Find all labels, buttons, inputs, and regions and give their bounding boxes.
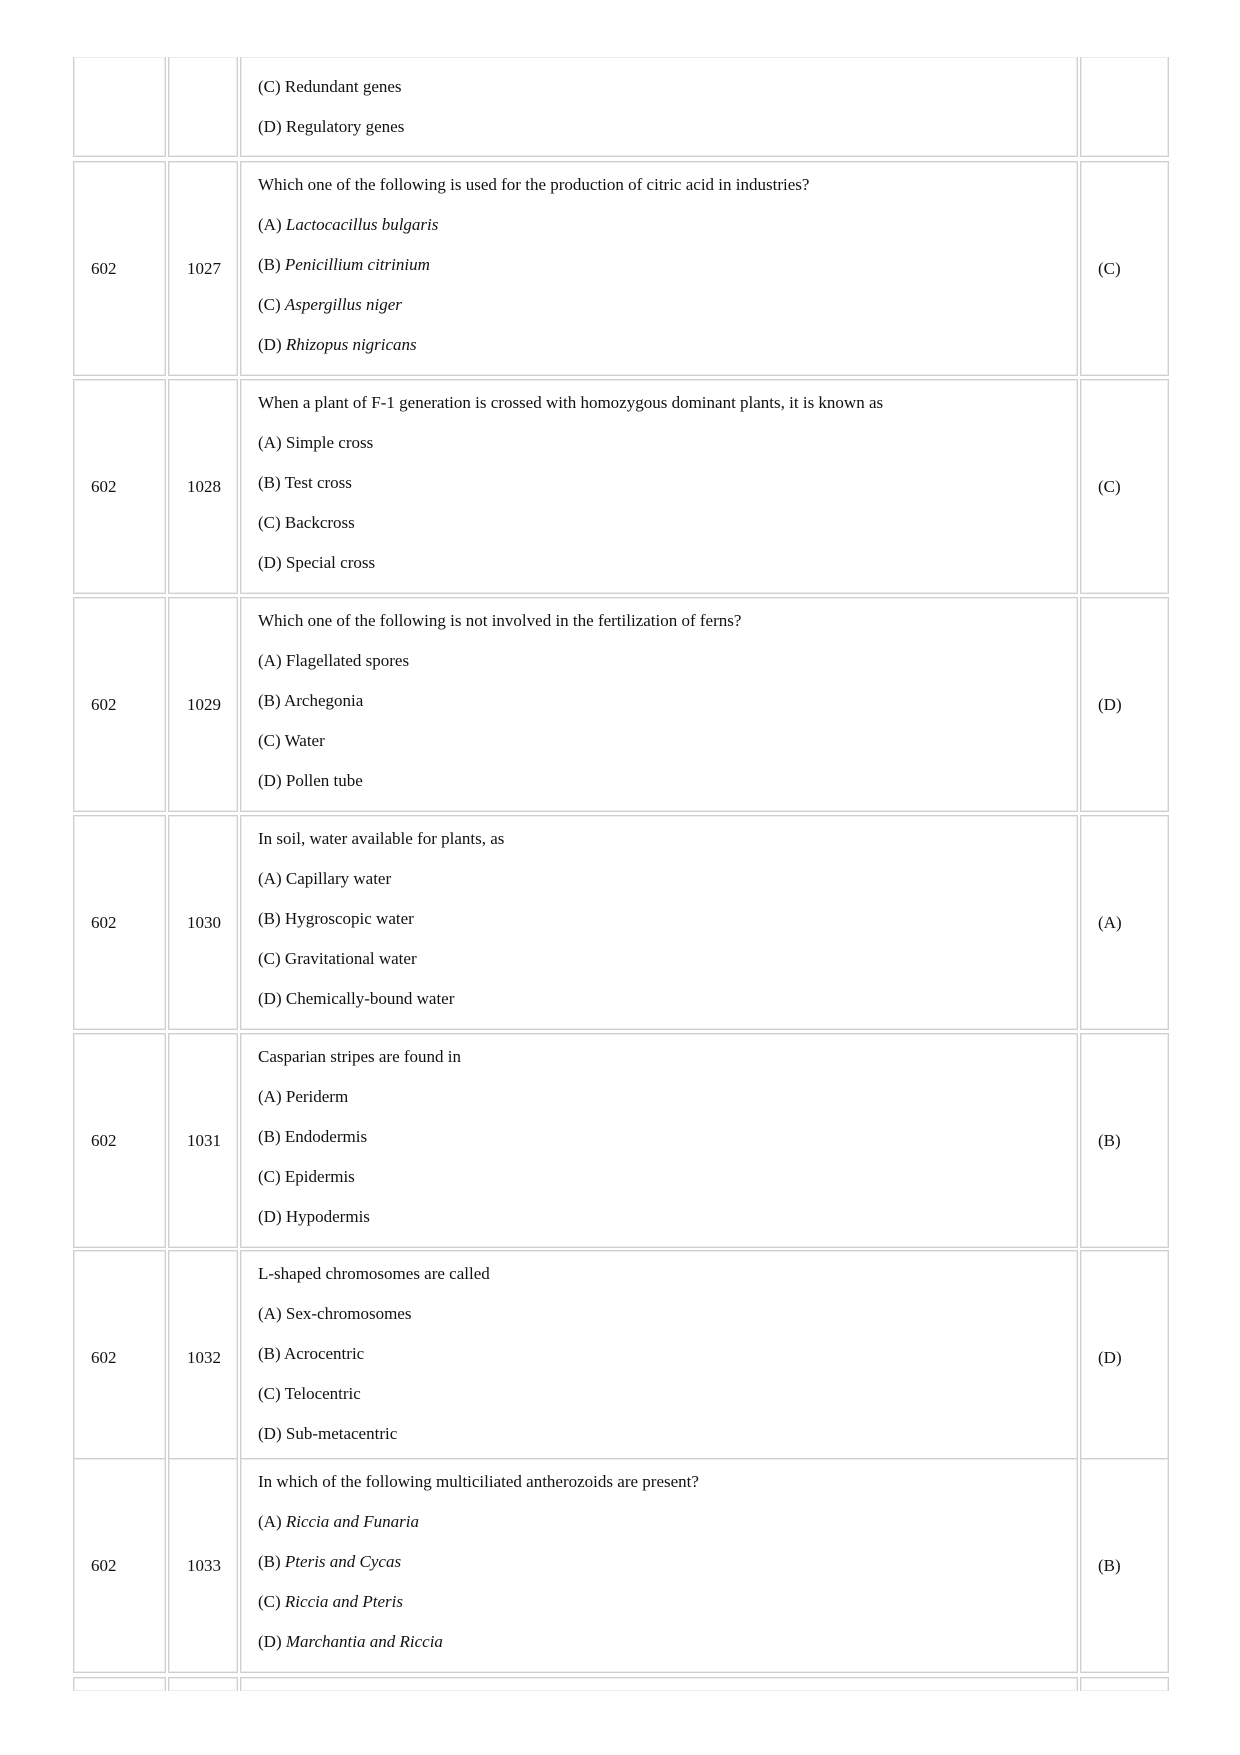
option-prefix: (A) bbox=[258, 1512, 286, 1531]
option-prefix: (C) bbox=[258, 1384, 285, 1403]
table-cell-col2 bbox=[168, 57, 238, 157]
question-block bbox=[258, 1472, 1067, 1672]
question-number: 1032 bbox=[187, 1347, 221, 1367]
col1-value: 602 bbox=[91, 1555, 117, 1575]
option-prefix: (B) bbox=[258, 909, 285, 928]
table-cell-col2 bbox=[168, 1677, 238, 1691]
option-prefix: (B) bbox=[258, 255, 285, 274]
question-text: L-shaped chromosomes are called bbox=[258, 1264, 490, 1283]
table-cell-answer bbox=[1080, 815, 1169, 1030]
col1-value: 602 bbox=[91, 912, 117, 932]
table-cell-answer bbox=[1080, 379, 1169, 594]
option-a bbox=[258, 1304, 1067, 1344]
option-prefix: (B) bbox=[258, 1127, 285, 1146]
option-prefix: (C) bbox=[258, 513, 285, 532]
table-cell-answer bbox=[1080, 1677, 1169, 1691]
option-text: Epidermis bbox=[284, 1167, 355, 1186]
col1-value: 602 bbox=[91, 1130, 117, 1150]
option-text: Special cross bbox=[285, 553, 376, 572]
question-block bbox=[258, 611, 1067, 811]
table-cell-question bbox=[240, 161, 1078, 376]
table-cell-answer bbox=[1080, 1033, 1169, 1248]
col1-value: 602 bbox=[91, 476, 117, 496]
table-cell-col1 bbox=[73, 815, 166, 1030]
question-block bbox=[258, 175, 1067, 375]
option-a bbox=[258, 1087, 1067, 1127]
table-cell-col1 bbox=[73, 379, 166, 594]
question-text: Which one of the following is not involved in the fertilization of ferns? bbox=[258, 611, 742, 630]
table-cell-col2 bbox=[168, 1033, 238, 1248]
answer-value: (B) bbox=[1098, 1130, 1121, 1150]
option-prefix: (C) bbox=[258, 949, 285, 968]
option-prefix: (D) bbox=[258, 771, 286, 790]
table-cell-col2 bbox=[168, 379, 238, 594]
table-cell-col2 bbox=[168, 597, 238, 812]
table-cell-col2 bbox=[168, 815, 238, 1030]
question-number: 1030 bbox=[187, 912, 221, 932]
option-text: Endodermis bbox=[284, 1127, 368, 1146]
option-b bbox=[258, 909, 1067, 949]
option-c bbox=[258, 1167, 1067, 1207]
option-prefix: (B) bbox=[258, 473, 285, 492]
option-prefix: (C) bbox=[258, 1592, 285, 1611]
table-cell-answer bbox=[1080, 1250, 1169, 1465]
table-cell-answer bbox=[1080, 161, 1169, 376]
option-text: Penicillium citrinium bbox=[284, 255, 430, 274]
option-prefix: (B) bbox=[258, 1344, 284, 1363]
table-cell-col1 bbox=[73, 57, 166, 157]
option-text: Simple cross bbox=[285, 433, 374, 452]
option-text: Rhizopus nigricans bbox=[285, 335, 417, 354]
option-d bbox=[258, 771, 1067, 811]
table-cell-col1 bbox=[73, 161, 166, 376]
option-prefix: (D) bbox=[258, 1424, 286, 1443]
table-row bbox=[73, 1033, 1169, 1248]
question-block bbox=[258, 829, 1067, 1029]
question-text: When a plant of F-1 generation is crossed with homozygous dominant plants, it is known as bbox=[258, 393, 884, 412]
option-prefix: (D) bbox=[258, 989, 286, 1008]
option-prefix: (C) bbox=[258, 731, 285, 750]
option-prefix: (D) bbox=[258, 1632, 286, 1651]
option-text: Acrocentric bbox=[283, 1344, 365, 1363]
option-d bbox=[258, 553, 1067, 593]
table-cell-col1 bbox=[73, 597, 166, 812]
option-text: Test cross bbox=[284, 473, 352, 492]
table-row-partial-bottom bbox=[73, 1677, 1169, 1691]
option-c bbox=[258, 295, 1067, 335]
table-cell-answer bbox=[1080, 1458, 1169, 1673]
option-d bbox=[258, 1632, 1067, 1672]
answer-value: (D) bbox=[1098, 694, 1122, 714]
table-row bbox=[73, 815, 1169, 1030]
option-text: Lactocacillus bulgaris bbox=[285, 215, 439, 234]
table-cell-col1 bbox=[73, 1677, 166, 1691]
option-a bbox=[258, 869, 1067, 909]
option-text: Telocentric bbox=[284, 1384, 361, 1403]
table-cell-col2 bbox=[168, 1458, 238, 1673]
col1-value: 602 bbox=[91, 1347, 117, 1367]
table-cell-col2 bbox=[168, 161, 238, 376]
col1-value: 602 bbox=[91, 694, 117, 714]
table-cell-question bbox=[240, 1677, 1078, 1691]
option-text: Pollen tube bbox=[285, 771, 363, 790]
option-text: Sex-chromosomes bbox=[285, 1304, 412, 1323]
question-number: 1029 bbox=[187, 694, 221, 714]
question-block bbox=[258, 393, 1067, 593]
option-text: Aspergillus niger bbox=[284, 295, 402, 314]
option-c bbox=[258, 949, 1067, 989]
question-number: 1027 bbox=[187, 258, 221, 278]
option-c bbox=[258, 513, 1067, 553]
table-row-partial-top bbox=[73, 57, 1169, 157]
option-prefix: (A) bbox=[258, 433, 286, 452]
question-number: 1031 bbox=[187, 1130, 221, 1150]
answer-value: (D) bbox=[1098, 1347, 1122, 1367]
option-text: Backcross bbox=[284, 513, 355, 532]
option-text: Chemically-bound water bbox=[285, 989, 455, 1008]
option-b bbox=[258, 1552, 1067, 1592]
option-text: Gravitational water bbox=[284, 949, 417, 968]
option-prefix: (A) bbox=[258, 1087, 286, 1106]
option-text: Riccia and Pteris bbox=[284, 1592, 403, 1611]
table-cell-question bbox=[240, 815, 1078, 1030]
option-text: Sub-metacentric bbox=[285, 1424, 398, 1443]
table-cell-col1 bbox=[73, 1033, 166, 1248]
table-cell-question bbox=[240, 379, 1078, 594]
option-text: Archegonia bbox=[283, 691, 364, 710]
table-cell-question bbox=[240, 1458, 1078, 1673]
col1-value: 602 bbox=[91, 258, 117, 278]
option-a bbox=[258, 433, 1067, 473]
option-prefix: (D) bbox=[258, 553, 286, 572]
option-text: Flagellated spores bbox=[285, 651, 410, 670]
question-text: Which one of the following is used for the production of citric acid in industries? bbox=[258, 175, 810, 194]
table-cell-question bbox=[240, 1033, 1078, 1248]
option-text: Pteris and Cycas bbox=[284, 1552, 402, 1571]
table-cell-col2 bbox=[168, 1250, 238, 1465]
option-text: Capillary water bbox=[285, 869, 392, 888]
answer-value: (A) bbox=[1098, 912, 1122, 932]
table-row bbox=[73, 161, 1169, 376]
table-cell-question bbox=[240, 57, 1078, 157]
option-text: Riccia and Funaria bbox=[285, 1512, 420, 1531]
option-text: Marchantia and Riccia bbox=[285, 1632, 443, 1651]
table-cell-col1 bbox=[73, 1458, 166, 1673]
question-text: Casparian stripes are found in bbox=[258, 1047, 461, 1066]
option-line: (D) Regulatory genes bbox=[258, 117, 405, 136]
option-prefix: (A) bbox=[258, 1304, 286, 1323]
option-prefix: (B) bbox=[258, 691, 284, 710]
option-text: Periderm bbox=[285, 1087, 349, 1106]
question-text: In which of the following multiciliated antherozoids are present? bbox=[258, 1472, 699, 1491]
option-prefix: (C) bbox=[258, 1167, 285, 1186]
option-line: (C) Redundant genes bbox=[258, 77, 402, 96]
option-text: Water bbox=[284, 731, 325, 750]
option-d bbox=[258, 1207, 1067, 1247]
option-d bbox=[258, 335, 1067, 375]
table-row bbox=[73, 379, 1169, 594]
option-a bbox=[258, 651, 1067, 691]
option-d bbox=[258, 989, 1067, 1029]
option-prefix: (A) bbox=[258, 651, 286, 670]
table-cell-col1 bbox=[73, 1250, 166, 1465]
question-block bbox=[258, 1264, 1067, 1464]
answer-value: (C) bbox=[1098, 258, 1121, 278]
option-b bbox=[258, 255, 1067, 295]
question-text: In soil, water available for plants, as bbox=[258, 829, 505, 848]
option-a bbox=[258, 215, 1067, 255]
option-prefix: (D) bbox=[258, 335, 286, 354]
table-cell-question bbox=[240, 1250, 1078, 1465]
option-prefix: (D) bbox=[258, 1207, 286, 1226]
table-row bbox=[73, 1458, 1169, 1673]
option-prefix: (B) bbox=[258, 1552, 285, 1571]
option-b bbox=[258, 1344, 1067, 1384]
answer-value: (B) bbox=[1098, 1555, 1121, 1575]
option-c bbox=[258, 731, 1067, 771]
option-b bbox=[258, 1127, 1067, 1167]
option-prefix: (A) bbox=[258, 869, 286, 888]
answer-value: (C) bbox=[1098, 476, 1121, 496]
option-prefix: (A) bbox=[258, 215, 286, 234]
option-a bbox=[258, 1512, 1067, 1552]
option-c bbox=[258, 1384, 1067, 1424]
option-b bbox=[258, 473, 1067, 513]
option-c bbox=[258, 1592, 1067, 1632]
table-row bbox=[73, 597, 1169, 812]
table-row bbox=[73, 1250, 1169, 1465]
question-number: 1028 bbox=[187, 476, 221, 496]
table-cell-question bbox=[240, 597, 1078, 812]
option-b bbox=[258, 691, 1067, 731]
option-text: Hygroscopic water bbox=[284, 909, 414, 928]
option-prefix: (C) bbox=[258, 295, 285, 314]
option-text: Hypodermis bbox=[285, 1207, 370, 1226]
question-block bbox=[258, 1047, 1067, 1247]
table-cell-answer bbox=[1080, 57, 1169, 157]
question-number: 1033 bbox=[187, 1555, 221, 1575]
table-cell-answer bbox=[1080, 597, 1169, 812]
question-block bbox=[258, 77, 1067, 157]
